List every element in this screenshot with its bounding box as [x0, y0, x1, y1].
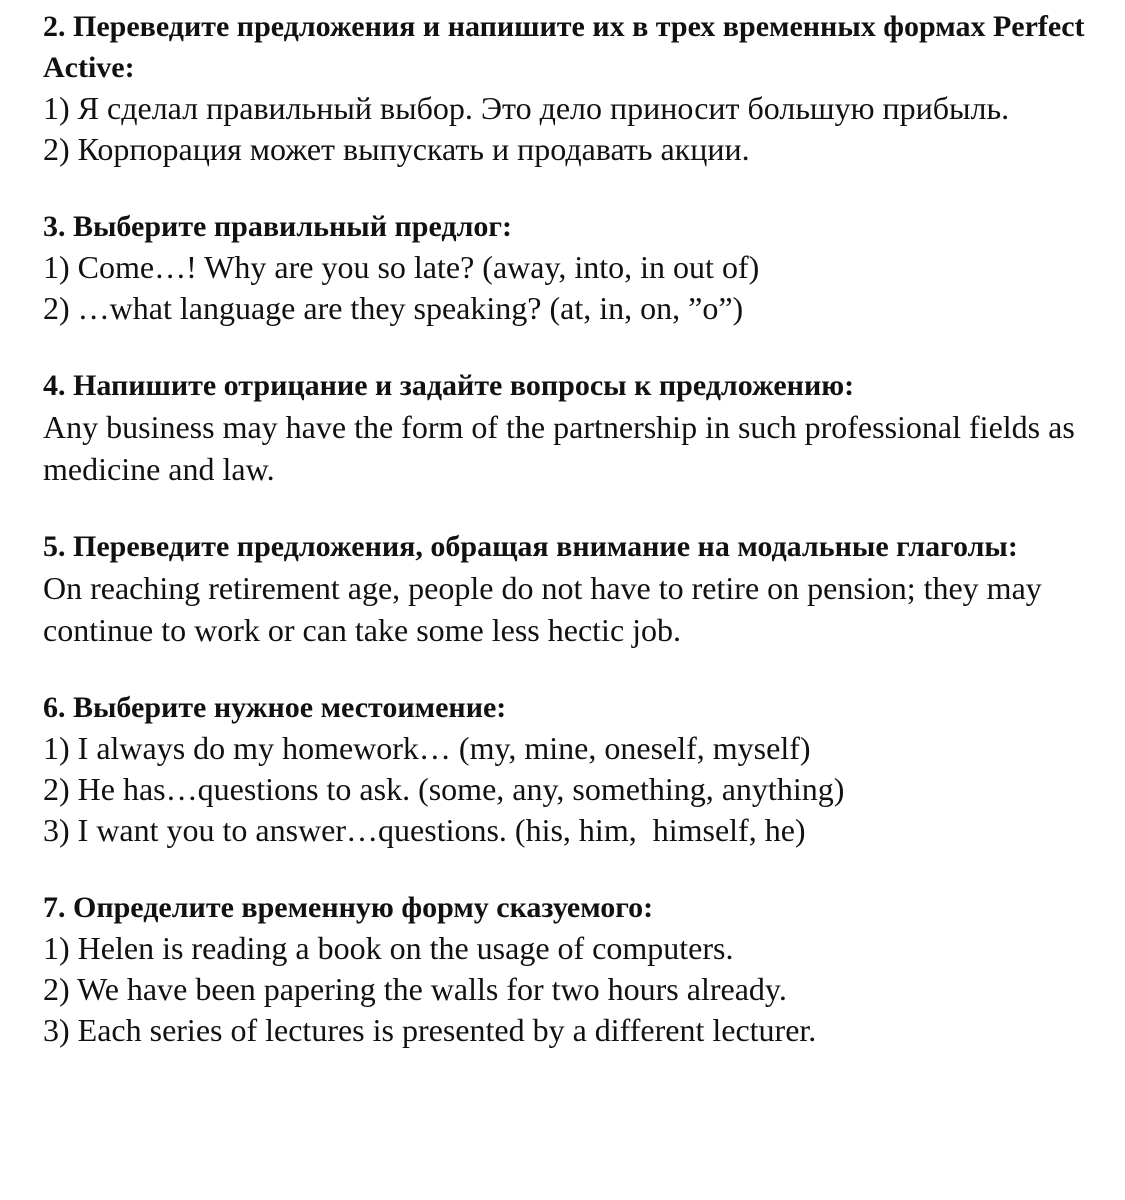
task-line: 3) I want you to answer…questions. (his, him, himself, he): [43, 812, 806, 848]
task-sentence: On reaching retirement age, people do not have to retire on pension; they may continue to work or can take some less hectic job.: [43, 570, 1042, 648]
task-line: 2) He has…questions to ask. (some, any, something, anything): [43, 771, 845, 807]
task-2: [43, 6, 1085, 170]
task-3: [43, 206, 1085, 329]
task-sentence: Any business may have the form of the partnership in such professional fields as medicine and law.: [43, 409, 1075, 487]
task-line: 2) We have been papering the walls for two hours already.: [43, 971, 787, 1007]
task-title: 4. Напишите отрицание и задайте вопросы к предложению:: [43, 369, 855, 402]
task-line: 3) Each series of lectures is presented by a different lecturer.: [43, 1012, 817, 1048]
task-line: 1) Helen is reading a book on the usage of computers.: [43, 930, 734, 966]
task-line: 1) Я сделал правильный выбор. Это дело приносит большую прибыль.: [43, 90, 1010, 126]
task-line: 2) …what language are they speaking? (at, in, on, ”o”): [43, 290, 744, 326]
task-title: 7. Определите временную форму сказуемого:: [43, 891, 654, 924]
task-6: [43, 687, 1085, 851]
task-line: 1) I always do my homework… (my, mine, oneself, myself): [43, 730, 811, 766]
task-7: [43, 887, 1085, 1051]
task-5: [43, 526, 1085, 651]
task-line: 2) Корпорация может выпускать и продавать акции.: [43, 131, 750, 167]
task-title: 2. Переведите предложения и напишите их в трех временных формах Perfect Active:: [43, 10, 1085, 84]
task-title: 3. Выберите правильный предлог:: [43, 210, 513, 243]
task-4: [43, 365, 1085, 490]
task-title: 6. Выберите нужное местоимение:: [43, 691, 507, 724]
task-title: 5. Переведите предложения, обращая внимание на модальные глаголы:: [43, 530, 1018, 563]
task-line: 1) Come…! Why are you so late? (away, into, in out of): [43, 249, 760, 285]
